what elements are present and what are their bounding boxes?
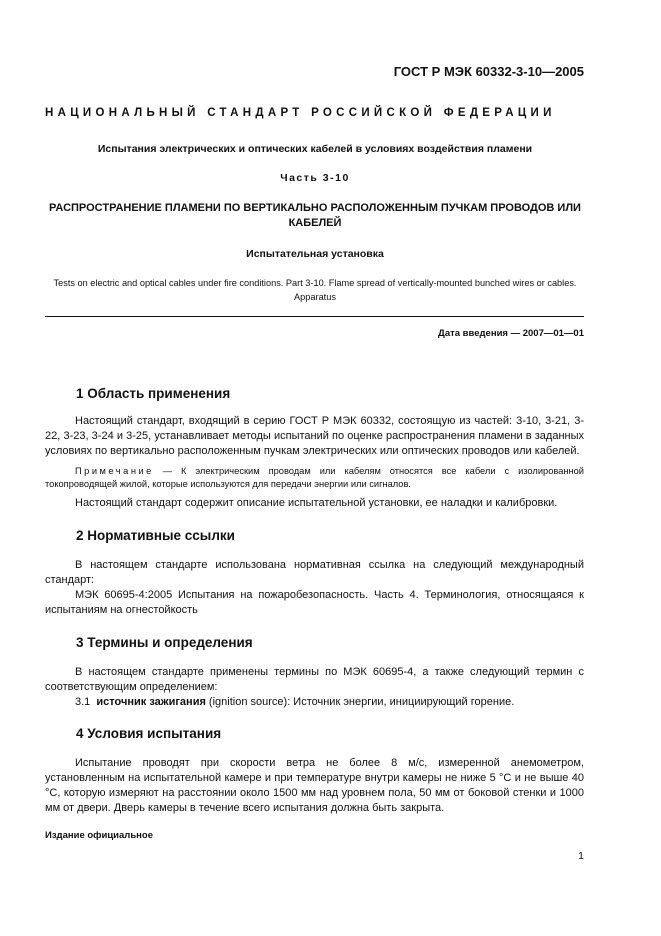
section-3-heading: 3 Термины и определения xyxy=(76,635,253,650)
section-1-note xyxy=(45,465,584,491)
section-3-term xyxy=(45,695,584,710)
title-divider xyxy=(45,316,584,317)
note-text: — К электрическим проводам или кабелям относятся все кабели с изолированной токопроводящей жилой, которые используются для передачи энергии или сигналов. xyxy=(45,466,584,489)
document-subject: РАСПРОСТРАНЕНИЕ ПЛАМЕНИ ПО ВЕРТИКАЛЬНО РАСПОЛОЖЕННЫМ ПУЧКАМ ПРОВОДОВ ИЛИ КАБЕЛЕЙ xyxy=(49,202,581,229)
edition-label: Издание официальное xyxy=(45,830,153,841)
page-number: 1 xyxy=(578,850,584,862)
section-4-heading: 4 Условия испытания xyxy=(76,726,222,741)
section-4-paragraph-1: Испытание проводят при скорости ветра не более 8 м/с, измеренной анемометром, установленным на испытательной камере и при температуре внутри камеры не ниже 5 °С и не выше 40 °С, которую измеряют на расстоянии около 1500 мм над уровнем пола, 50 мм от боковой стенки и 1000 мм от двери. Дверь камеры в течение всего испытания должна быть закрыта. xyxy=(45,757,584,814)
note-label: Примечание xyxy=(75,466,154,476)
section-1-heading: 1 Область применения xyxy=(76,386,231,401)
document-subtitle: Испытательная установка xyxy=(246,248,384,260)
section-1-paragraph-2: Настоящий стандарт содержит описание испытательной установки, ее наладки и калибровки. xyxy=(75,497,558,509)
national-standard-banner: НАЦИОНАЛЬНЫЙ СТАНДАРТ РОССИЙСКОЙ ФЕДЕРАЦИИ xyxy=(45,107,556,119)
introduction-date: Дата введения — 2007—01—01 xyxy=(438,328,584,339)
term-definition: (ignition source): Источник энергии, инициирующий горение. xyxy=(205,696,515,708)
english-title: Tests on electric and optical cables under fire conditions. Part 3-10. Flame spread of vertically-mounted bunched wires or cables. Apparatus xyxy=(53,278,577,302)
section-2-heading: 2 Нормативные ссылки xyxy=(76,528,235,543)
standard-id: ГОСТ Р МЭК 60332-3-10—2005 xyxy=(393,64,584,79)
section-1-paragraph-1: Настоящий стандарт, входящий в серию ГОСТ Р МЭК 60332, состоящую из частей: 3-10, 3-21, 3-22, 3-23, 3-24 и 3-25, устанавливает методы испытаний по оценке распространения пламени в заданных условиях по вертикально расположенным пучкам электрических или оптических проводов или кабелей. xyxy=(45,415,584,457)
term-number: 3.1 xyxy=(75,696,91,708)
section-2-reference: МЭК 60695-4:2005 Испытания на пожаробезопасность. Часть 4. Терминология, относящаяся к испытаниям на огнестойкость xyxy=(45,589,584,616)
section-2-paragraph-1: В настоящем стандарте использована нормативная ссылка на следующий международный стандарт: xyxy=(45,559,584,586)
term-name: источник зажигания xyxy=(96,696,206,708)
part-label: Часть 3-10 xyxy=(280,172,350,184)
section-3-paragraph-1: В настоящем стандарте применены термины по МЭК 60695-4, а также следующий термин с соответствующим определением: xyxy=(45,666,584,693)
document-title: Испытания электрических и оптических кабелей в условиях воздействия пламени xyxy=(97,143,533,155)
